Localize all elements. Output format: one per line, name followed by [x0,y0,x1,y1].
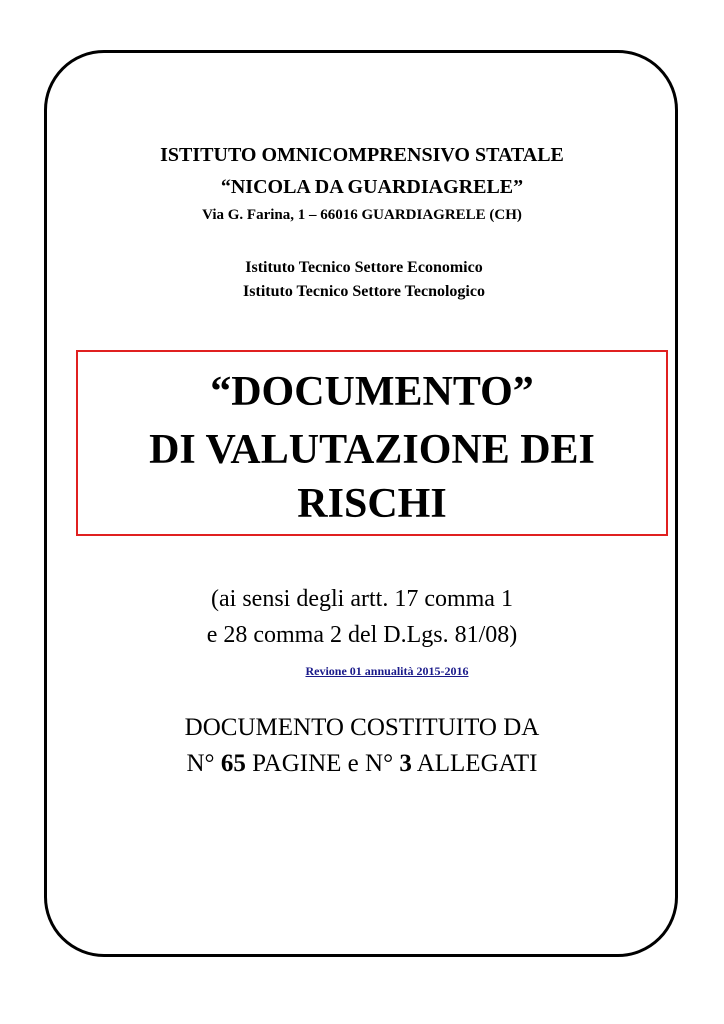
composition-line-1: DOCUMENTO COSTITUITO DA [184,714,540,741]
document-title-line-2: DI VALUTAZIONE DEI [149,427,595,473]
revision-link[interactable]: Revione 01 annualità 2015-2016 [305,664,469,678]
legal-reference-line-2: e 28 comma 2 del D.Lgs. 81/08) [206,622,518,648]
branch-technological: Istituto Tecnico Settore Tecnologico [243,283,485,300]
document-title-box [76,350,668,536]
composition-prefix: N° [186,750,221,777]
composition-line-2 [0,750,724,778]
page-count: 65 [220,750,246,777]
attachments-label: ALLEGATI [411,750,538,777]
institute-subtitle: “NICOLA DA GUARDIAGRELE” [220,176,524,198]
attachment-count: 3 [399,750,412,777]
legal-reference-line-1: (ai sensi degli artt. 17 comma 1 [211,586,513,612]
branch-economic: Istituto Tecnico Settore Economico [245,259,483,276]
document-title-line-1: “DOCUMENTO” [210,369,534,415]
institute-name: ISTITUTO OMNICOMPRENSIVO STATALE [160,144,564,166]
document-title-line-3: RISCHI [297,481,447,527]
pages-label: PAGINE e N° [245,750,400,777]
institute-address: Via G. Farina, 1 – 66016 GUARDIAGRELE (CH) [202,207,522,223]
